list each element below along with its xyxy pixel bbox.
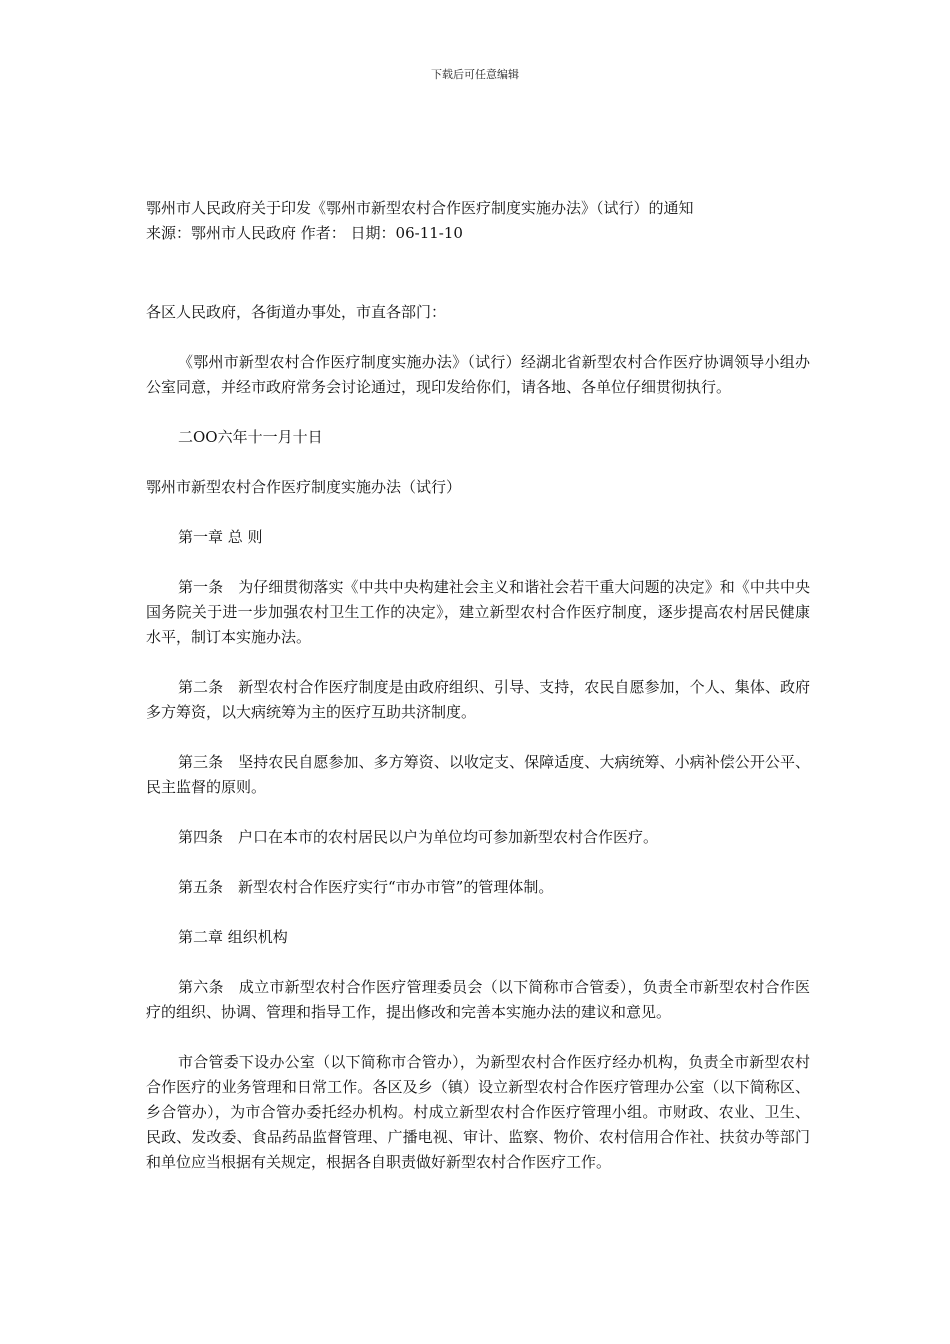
- article-5: 第五条 新型农村合作医疗实行“市办市管”的管理体制。: [178, 878, 554, 896]
- spacer: [146, 450, 810, 475]
- header-note: 下载后可任意编辑: [431, 68, 519, 81]
- spacer: [146, 550, 810, 575]
- article-1: 第一条 为仔细贯彻落实《中共中央构建社会主义和谐社会若干重大问题的决定》和《中共中央国务院关于进一步加强农村卫生工作的决定》，建立新型农村合作医疗制度，逐步提高农村居民健康水平，制订本实施办法。: [146, 578, 810, 646]
- spacer: [146, 325, 810, 350]
- intro-paragraph: 《鄂州市新型农村合作医疗制度实施办法》（试行）经湖北省新型农村合作医疗协调领导小组办公室同意，并经市政府常务会讨论通过，现印发给你们，请各地、各单位仔细贯彻执行。: [146, 353, 810, 396]
- spacer: [146, 650, 810, 675]
- spacer: [146, 400, 810, 425]
- spacer: [146, 1025, 810, 1050]
- article-4: 第四条 户口在本市的农村居民以户为单位均可参加新型农村合作医疗。: [178, 828, 659, 846]
- source-line: 来源：鄂州市人民政府 作者： 日期：06-11-10: [146, 224, 463, 242]
- notice-title: 鄂州市人民政府关于印发《鄂州市新型农村合作医疗制度实施办法》（试行）的通知: [146, 199, 694, 217]
- chapter-heading-1: 第一章 总 则: [178, 528, 263, 546]
- spacer: [146, 800, 810, 825]
- article-6-paragraph-2: 市合管委下设办公室（以下简称市合管办），为新型农村合作医疗经办机构，负责全市新型农村合作医疗的业务管理和日常工作。各区及乡（镇）设立新型农村合作医疗管理办公室（以下简称区、乡合管办），为市合管办委托经办机构。村成立新型农村合作医疗管理小组。市财政、农业、卫生、民政、发改委、食品药品监督管理、广播电视、审计、监察、物价、农村信用合作社、扶贫办等部门和单位应当根据有关规定，根据各自职责做好新型农村合作医疗工作。: [146, 1053, 810, 1171]
- spacer: [146, 950, 810, 975]
- article-3: 第三条 坚持农民自愿参加、多方筹资、以收定支、保障适度、大病统筹、小病补偿公开公平、民主监督的原则。: [146, 753, 810, 796]
- measure-title: 鄂州市新型农村合作医疗制度实施办法（试行）: [146, 478, 462, 496]
- spacer: [146, 900, 810, 925]
- spacer: [146, 725, 810, 750]
- document-body: [146, 196, 810, 1175]
- spacer: [146, 246, 810, 300]
- issue-date: 二OO六年十一月十日: [178, 428, 323, 446]
- salutation: 各区人民政府，各街道办事处，市直各部门：: [146, 303, 447, 321]
- spacer: [146, 850, 810, 875]
- article-2: 第二条 新型农村合作医疗制度是由政府组织、引导、支持，农民自愿参加，个人、集体、政府多方筹资，以大病统筹为主的医疗互助共济制度。: [146, 678, 810, 721]
- spacer: [146, 500, 810, 525]
- article-6: 第六条 成立市新型农村合作医疗管理委员会（以下简称市合管委），负责全市新型农村合作医疗的组织、协调、管理和指导工作，提出修改和完善本实施办法的建议和意见。: [146, 978, 810, 1021]
- chapter-heading-2: 第二章 组织机构: [178, 928, 288, 946]
